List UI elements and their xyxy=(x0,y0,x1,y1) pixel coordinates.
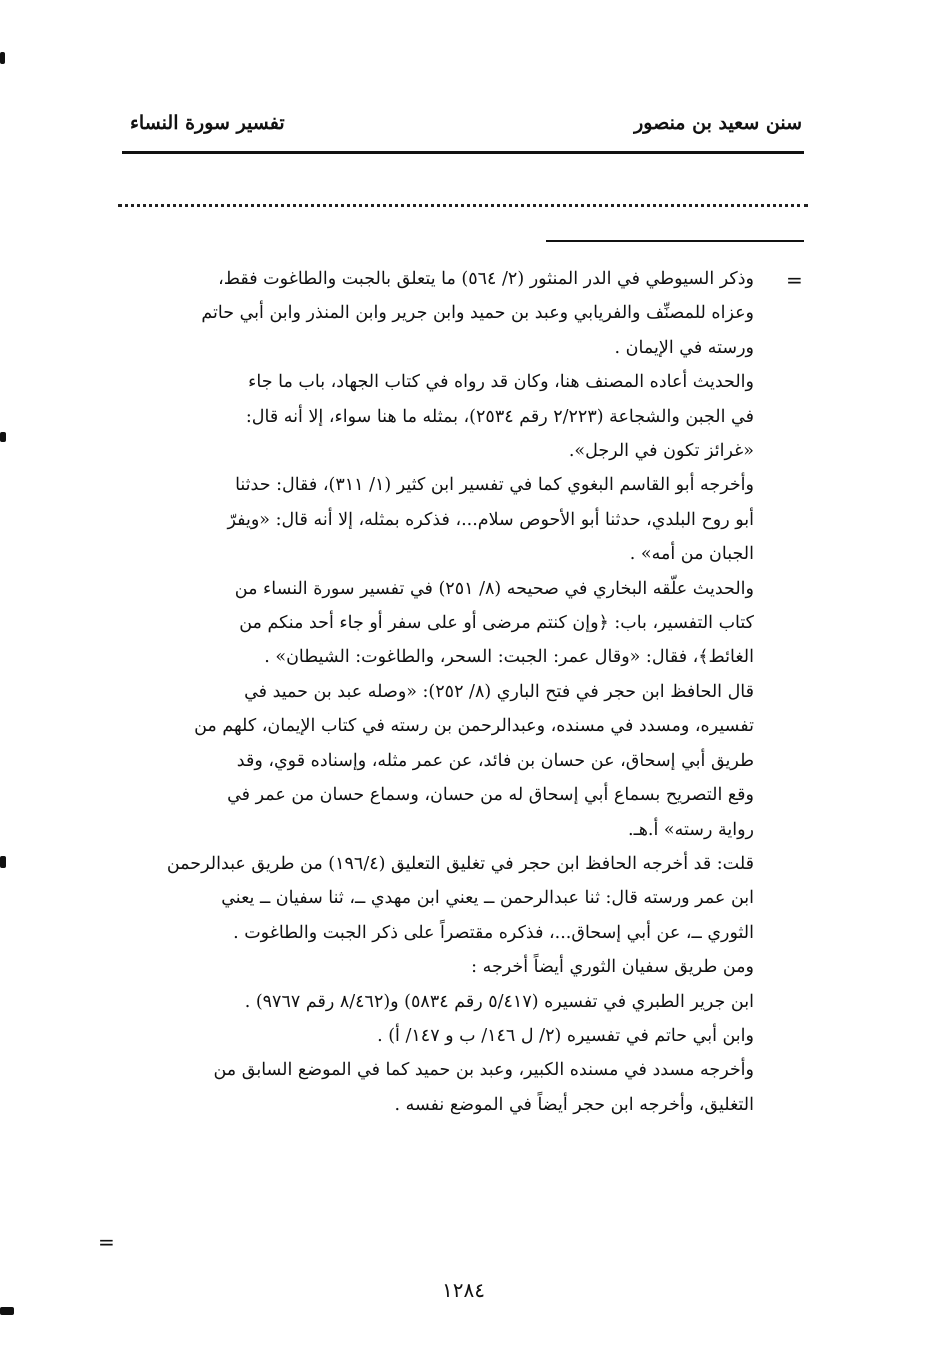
footnote-line: وعزاه للمصنِّف والفريابي وعبد بن حميد وابن جرير وابن المنذر وابن أبي حاتم xyxy=(201,303,754,324)
footnote-line: قلت: قد أخرجه الحافظ ابن حجر في تغليق التعليق (١٩٦/٤) من طريق عبدالرحمن xyxy=(166,853,754,874)
scan-edge-mark xyxy=(0,1307,14,1315)
book-title: سنن سعيد بن منصور xyxy=(634,112,802,134)
scan-edge-mark xyxy=(0,52,5,64)
footnote-line: الثوري ــ، عن أبي إسحاق...، فذكره مقتصراً على ذكر الجبت والطاغوت . xyxy=(233,922,754,943)
scan-edge-mark xyxy=(0,432,6,442)
footnote-line: ابن جرير الطبري في تفسيره (٥/٤١٧ رقم ٥٨٣٤) و(٨/٤٦٢ رقم ٩٧٦٧) . xyxy=(244,991,754,1012)
footnote-line: «غرائز تكون في الرجل». xyxy=(568,441,754,462)
footnote-line: ورسته في الإيمان . xyxy=(614,337,754,358)
footnote-line: وأخرجه أبو القاسم البغوي كما في تفسير ابن كثير (١/ ٣١١)، فقال: حدثنا xyxy=(235,475,754,496)
footnote-line: التغليق، وأخرجه ابن حجر أيضاً في الموضع نفسه . xyxy=(394,1094,754,1115)
footnote-line: تفسيره، ومسدد في مسنده، وعبدالرحمن بن رسته في كتاب الإيمان، كلهم من xyxy=(194,716,754,737)
footnote-line: والحديث أعاده المصنف هنا، وكان قد رواه في كتاب الجهاد، باب ما جاء xyxy=(248,372,754,393)
footnote-line: وابن أبي حاتم في تفسيره (٢/ ل ١٤٦/ ب و ١٤٧/ أ) . xyxy=(377,1025,754,1046)
section-title: تفسير سورة النساء xyxy=(130,112,285,134)
footnote-rule xyxy=(546,240,804,242)
footnote-line: وقع التصريح بسماع أبي إسحاق له من حسان، وسماع حسان من عمر في xyxy=(227,785,754,806)
footnote-line: رواية رسته» أ.هـ. xyxy=(628,819,754,840)
footnote-line: طريق أبي إسحاق، عن حسان بن فائد، عن عمر مثله، وإسناده قوي، وقد xyxy=(236,750,754,771)
footnote-line: قال الحافظ ابن حجر في فتح الباري (٨/ ٢٥٢): «وصله عبد بن حميد في xyxy=(244,681,754,702)
footnote-line: ومن طريق سفيان الثوري أيضاً أخرجه : xyxy=(471,957,754,978)
footnote-text xyxy=(118,262,754,1122)
footnote-line: والحديث علّقه البخاري في صحيحه (٨/ ٢٥١) في تفسير سورة النساء من xyxy=(234,578,754,599)
scan-edge-mark xyxy=(0,856,6,868)
running-header xyxy=(122,112,804,144)
footnote-line: أبو روح البلدي، حدثنا أبو الأحوص سلام...، فذكره بمثله، إلا أنه قال: «ويفرّ xyxy=(227,509,754,530)
continuation-mark-top: = xyxy=(786,268,803,292)
header-rule xyxy=(122,151,804,154)
footnote-line: الجبان من أمه» . xyxy=(629,544,754,565)
dotted-separator xyxy=(118,204,808,207)
footnote-line: الغائط﴾، فقال: «وقال عمر: الجبت: السحر، والطاغوت: الشيطان» . xyxy=(264,647,754,668)
footnote-line: في الجبن والشجاعة (٢/٢٢٣ رقم ٢٥٣٤)، بمثله ما هنا سواء، إلا أنه قال: xyxy=(245,406,754,427)
continuation-mark-bottom: = xyxy=(98,1230,115,1254)
footnote-line: وأخرجه مسدد في مسنده الكبير، وعبد بن حميد كما في الموضع السابق من xyxy=(213,1060,754,1081)
footnote-line: كتاب التفسير، باب: ﴿وإن كنتم مرضى أو على سفر أو جاء أحد منكم من xyxy=(239,613,754,634)
footnote-line: وذكر السيوطي في الدر المنثور (٢/ ٥٦٤) ما يتعلق بالجبت والطاغوت فقط، xyxy=(218,269,754,289)
page-number: ١٢٨٤ xyxy=(442,1278,485,1302)
footnote-line: ابن عمر ورسته قال: ثنا عبدالرحمن ــ يعني ابن مهدي ــ، ثنا سفيان ــ يعني xyxy=(221,888,754,909)
